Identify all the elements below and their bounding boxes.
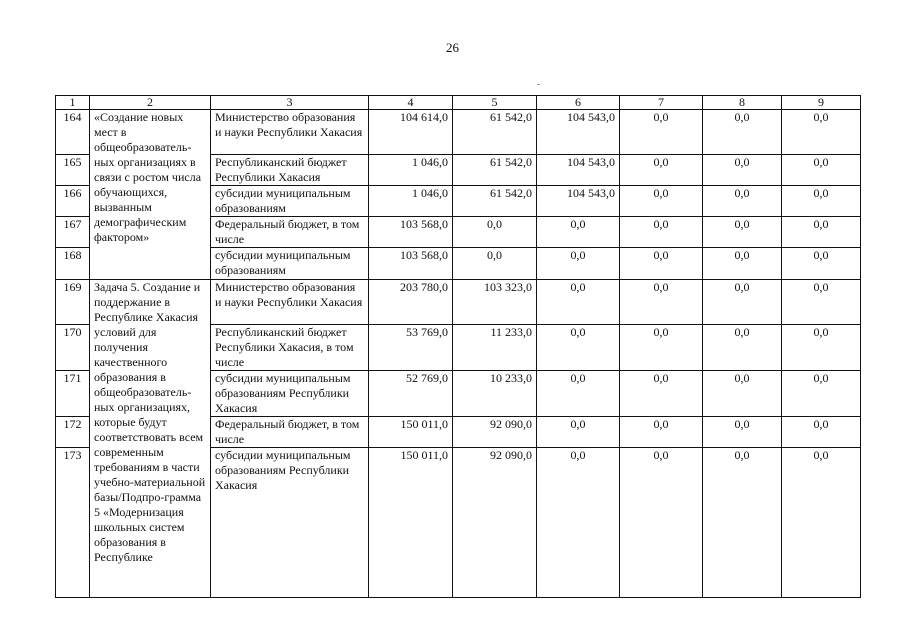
row-number: 168 bbox=[56, 248, 90, 280]
value-cell: 53 769,0 bbox=[369, 325, 453, 371]
value-cell: 0,0 bbox=[782, 186, 861, 217]
header-cell: 5 bbox=[453, 96, 537, 110]
value-cell: 0,0 bbox=[703, 371, 782, 417]
value-cell: 0,0 bbox=[782, 371, 861, 417]
value-cell: 92 090,0 bbox=[453, 417, 537, 448]
row-number: 167 bbox=[56, 217, 90, 248]
value-cell: 0,0 bbox=[782, 217, 861, 248]
value-cell: 0,0 bbox=[782, 448, 861, 598]
measure-description: «Создание новых мест в общеобразователь-ных организациях в связи с ростом числа обучающихся, вызванным демографическим фактором» bbox=[90, 110, 211, 280]
funding-source: Министерство образования и науки Республики Хакасия bbox=[211, 280, 369, 325]
value-cell: 0,0 bbox=[620, 217, 703, 248]
header-cell: 3 bbox=[211, 96, 369, 110]
value-cell: 0,0 bbox=[782, 280, 861, 325]
value-cell: 0,0 bbox=[537, 217, 620, 248]
funding-source: Республиканский бюджет Республики Хакасия bbox=[211, 155, 369, 186]
value-cell: 0,0 bbox=[703, 186, 782, 217]
value-cell: 0,0 bbox=[453, 248, 537, 280]
funding-source: субсидии муниципальным образованиям bbox=[211, 248, 369, 280]
value-cell: 150 011,0 bbox=[369, 448, 453, 598]
table-row bbox=[56, 110, 861, 155]
value-cell: 0,0 bbox=[620, 248, 703, 280]
funding-source: Федеральный бюджет, в том числе bbox=[211, 417, 369, 448]
value-cell: 0,0 bbox=[782, 248, 861, 280]
value-cell: 0,0 bbox=[703, 448, 782, 598]
value-cell: 0,0 bbox=[537, 280, 620, 325]
value-cell: 92 090,0 bbox=[453, 448, 537, 598]
value-cell: 0,0 bbox=[782, 155, 861, 186]
value-cell: 1 046,0 bbox=[369, 186, 453, 217]
value-cell: 0,0 bbox=[537, 325, 620, 371]
value-cell: 103 323,0 bbox=[453, 280, 537, 325]
header-cell: 8 bbox=[703, 96, 782, 110]
funding-source: Федеральный бюджет, в том числе bbox=[211, 217, 369, 248]
row-number: 166 bbox=[56, 186, 90, 217]
header-cell: 1 bbox=[56, 96, 90, 110]
row-number: 170 bbox=[56, 325, 90, 371]
value-cell: 0,0 bbox=[703, 110, 782, 155]
value-cell: 0,0 bbox=[620, 110, 703, 155]
value-cell: 0,0 bbox=[620, 155, 703, 186]
header-cell: 2 bbox=[90, 96, 211, 110]
value-cell: 0,0 bbox=[537, 417, 620, 448]
value-cell: 0,0 bbox=[620, 448, 703, 598]
value-cell: 203 780,0 bbox=[369, 280, 453, 325]
row-number: 169 bbox=[56, 280, 90, 325]
row-number: 173 bbox=[56, 448, 90, 598]
value-cell: 150 011,0 bbox=[369, 417, 453, 448]
value-cell: 0,0 bbox=[537, 448, 620, 598]
value-cell: 0,0 bbox=[620, 371, 703, 417]
value-cell: 103 568,0 bbox=[369, 217, 453, 248]
value-cell: 0,0 bbox=[703, 325, 782, 371]
value-cell: 61 542,0 bbox=[453, 186, 537, 217]
value-cell: 104 614,0 bbox=[369, 110, 453, 155]
funding-source: субсидии муниципальным образованиям Республики Хакасия bbox=[211, 371, 369, 417]
funding-source: субсидии муниципальным образованиям bbox=[211, 186, 369, 217]
value-cell: 0,0 bbox=[703, 155, 782, 186]
funding-source: Министерство образования и науки Республики Хакасия bbox=[211, 110, 369, 155]
value-cell: 0,0 bbox=[620, 325, 703, 371]
value-cell: 11 233,0 bbox=[453, 325, 537, 371]
value-cell: 0,0 bbox=[703, 280, 782, 325]
value-cell: 0,0 bbox=[537, 371, 620, 417]
value-cell: 0,0 bbox=[620, 417, 703, 448]
value-cell: 0,0 bbox=[782, 325, 861, 371]
value-cell: 61 542,0 bbox=[453, 110, 537, 155]
header-cell: 4 bbox=[369, 96, 453, 110]
value-cell: 52 769,0 bbox=[369, 371, 453, 417]
value-cell: 104 543,0 bbox=[537, 110, 620, 155]
value-cell: 104 543,0 bbox=[537, 186, 620, 217]
value-cell: 0,0 bbox=[703, 248, 782, 280]
value-cell: 10 233,0 bbox=[453, 371, 537, 417]
value-cell: 0,0 bbox=[537, 248, 620, 280]
value-cell: 103 568,0 bbox=[369, 248, 453, 280]
value-cell: 61 542,0 bbox=[453, 155, 537, 186]
value-cell: 104 543,0 bbox=[537, 155, 620, 186]
header-cell: 6 bbox=[537, 96, 620, 110]
scan-speck bbox=[537, 84, 540, 85]
value-cell: 0,0 bbox=[782, 110, 861, 155]
header-cell: 7 bbox=[620, 96, 703, 110]
header-row bbox=[56, 96, 861, 110]
budget-table bbox=[55, 95, 861, 598]
value-cell: 0,0 bbox=[782, 417, 861, 448]
row-number: 164 bbox=[56, 110, 90, 155]
value-cell: 0,0 bbox=[703, 217, 782, 248]
table-row bbox=[56, 280, 861, 325]
funding-source: Республиканский бюджет Республики Хакасия, в том числе bbox=[211, 325, 369, 371]
value-cell: 0,0 bbox=[620, 186, 703, 217]
row-number: 171 bbox=[56, 371, 90, 417]
value-cell: 1 046,0 bbox=[369, 155, 453, 186]
value-cell: 0,0 bbox=[453, 217, 537, 248]
header-cell: 9 bbox=[782, 96, 861, 110]
value-cell: 0,0 bbox=[620, 280, 703, 325]
row-number: 172 bbox=[56, 417, 90, 448]
task-description: Задача 5. Создание и поддержание в Республике Хакасия условий для получения качественного образования в общеобразователь-ных организациях, которые будут соответствовать всем современным требованиям в части учебно-материальной базы/Подпро-грамма 5 «Модернизация школьных систем образования в Республике bbox=[90, 280, 211, 598]
funding-source: субсидии муниципальным образованиям Республики Хакасия bbox=[211, 448, 369, 598]
value-cell: 0,0 bbox=[703, 417, 782, 448]
page-number: 26 bbox=[446, 40, 459, 55]
row-number: 165 bbox=[56, 155, 90, 186]
